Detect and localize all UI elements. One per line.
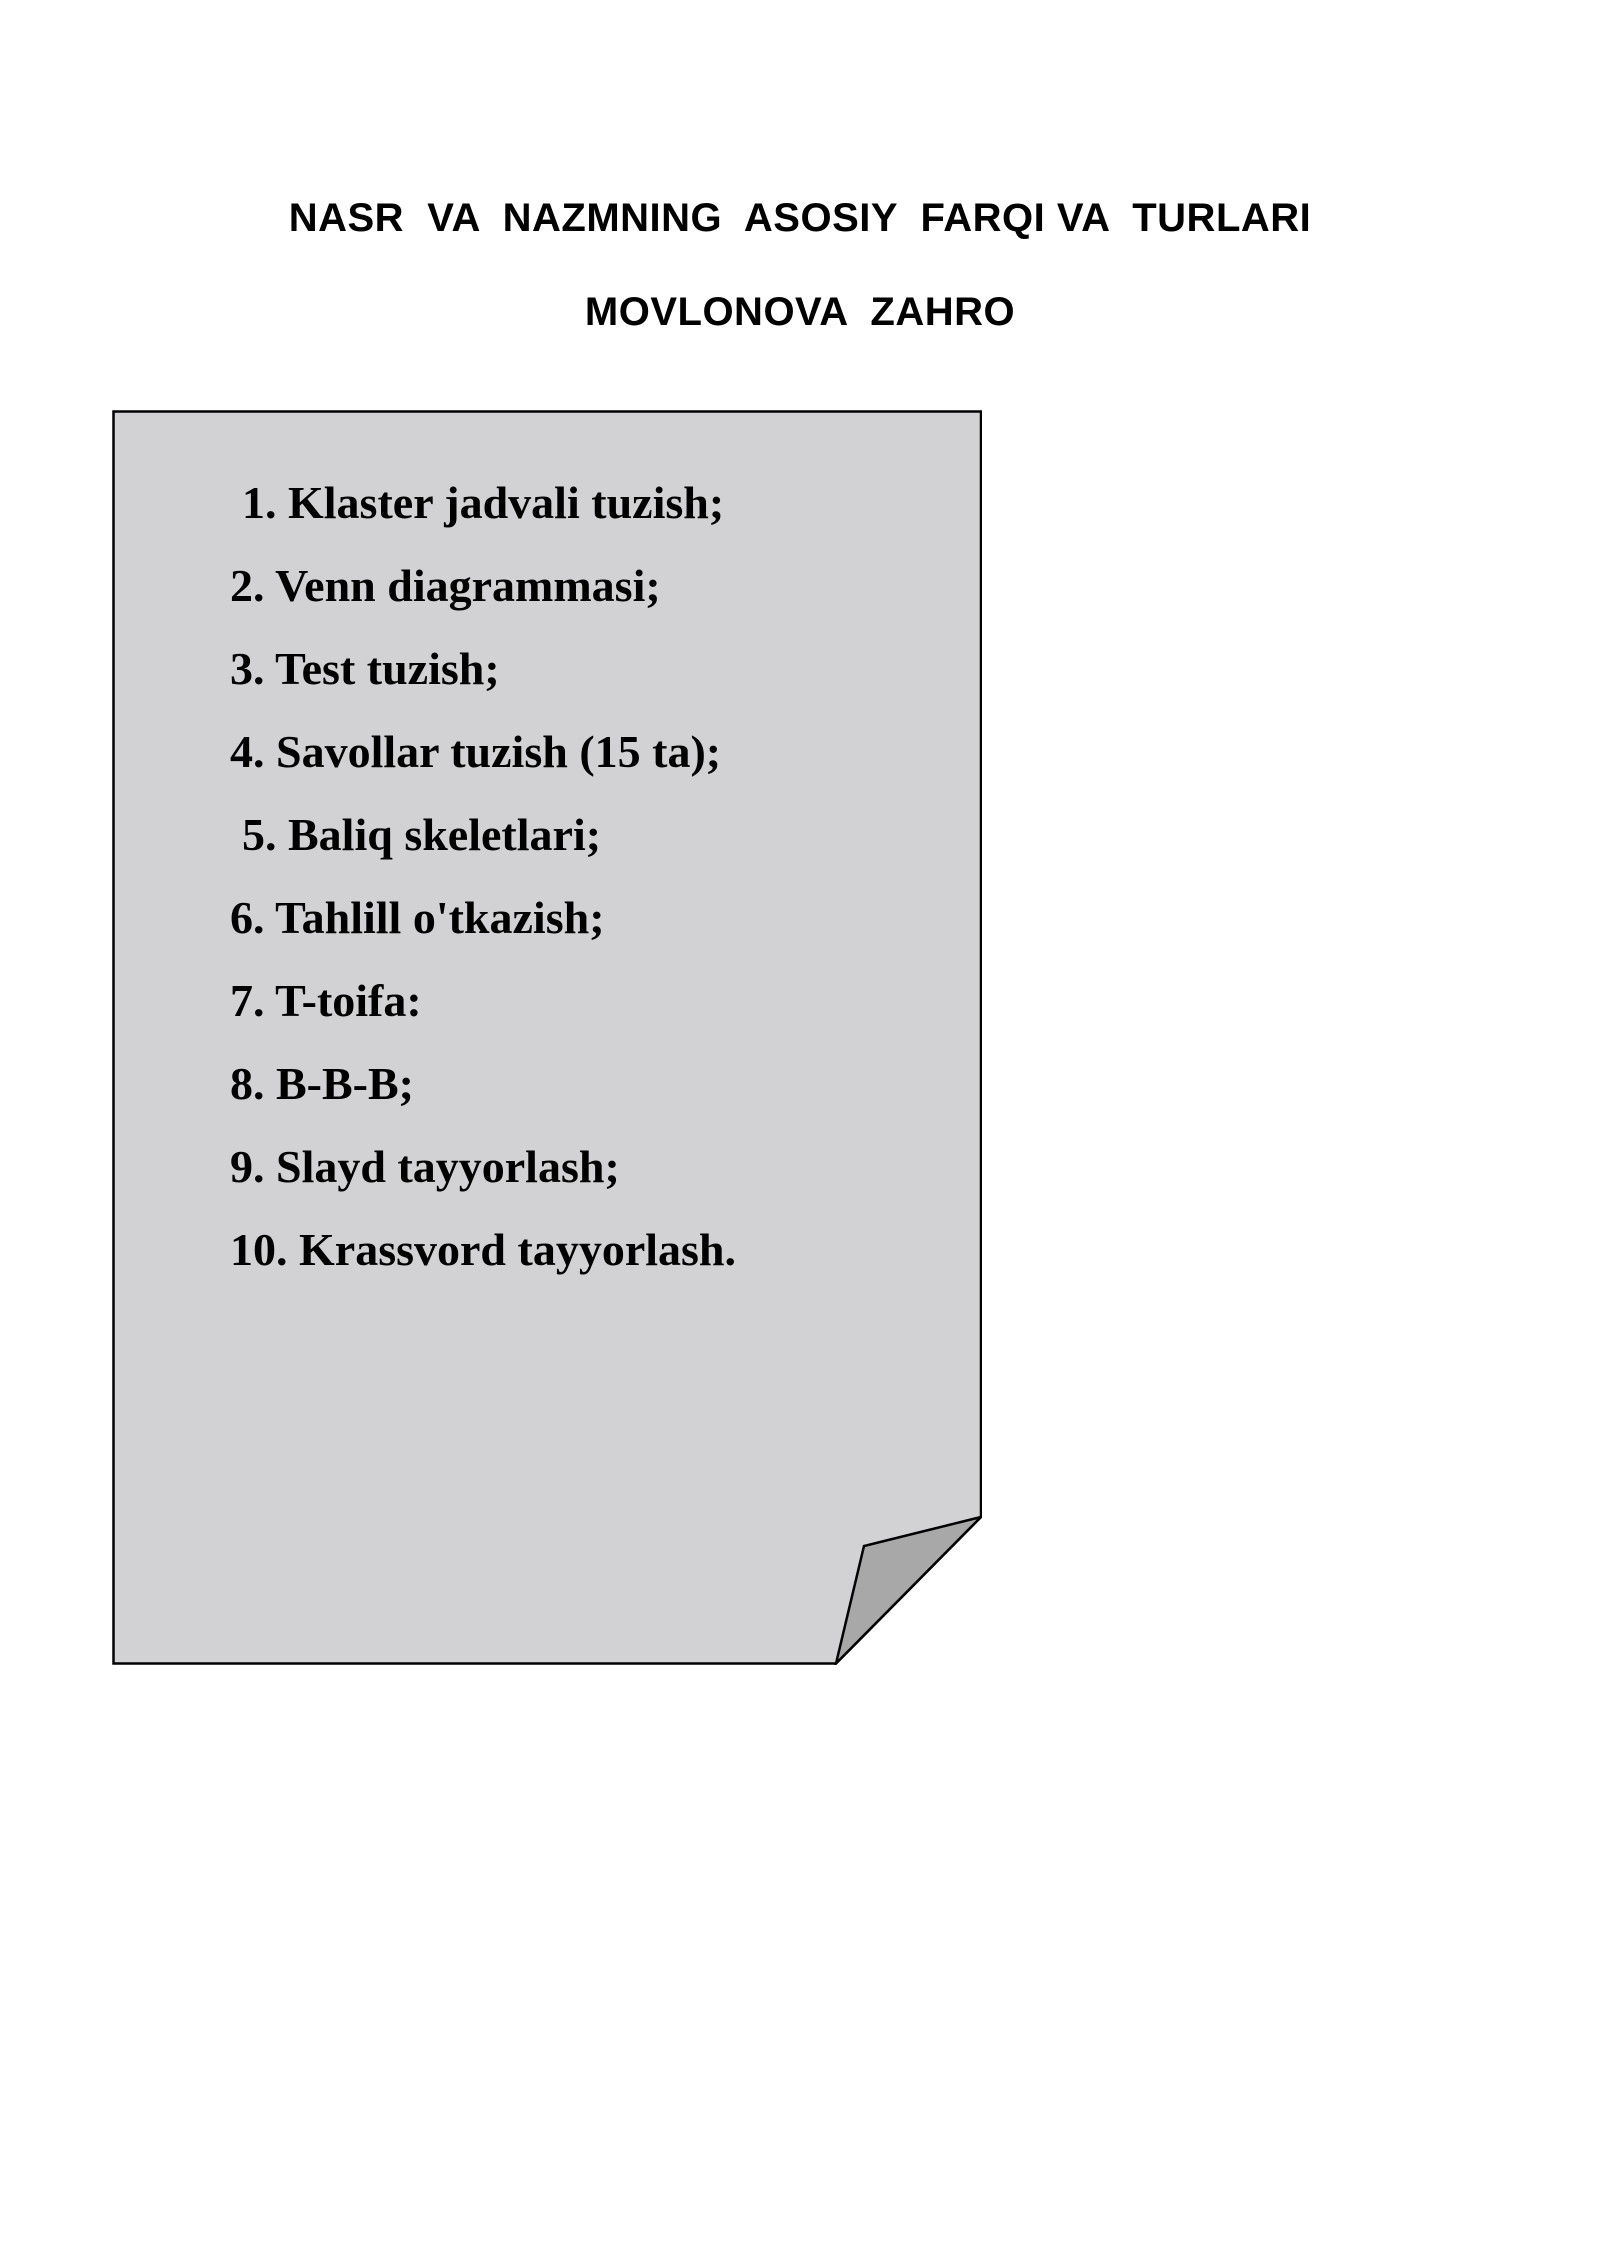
list-item: 9. Slayd tayyorlash;: [230, 1141, 620, 1192]
list-item: 3. Test tuzish;: [230, 643, 500, 694]
list-item: 1. Klaster jadvali tuzish;: [242, 477, 725, 528]
list-item: 10. Krassvord tayyorlash.: [230, 1224, 736, 1275]
list-item: 8. B-B-B;: [230, 1058, 414, 1109]
paper-sheet-graphic: [112, 410, 982, 1665]
list-item: 6. Tahlill o'tkazish;: [230, 892, 605, 943]
document-title: NASR VA NAZMNING ASOSIY FARQI VA TURLARI: [288, 196, 1312, 240]
list-item: 4. Savollar tuzish (15 ta);: [230, 726, 722, 777]
author-name: MOVLONOVA ZAHRO: [584, 290, 1016, 334]
list-item: 2. Venn diagrammasi;: [230, 560, 661, 611]
list-item: 5. Baliq skeletlari;: [242, 809, 602, 860]
list-item: 7. T-toifa:: [230, 975, 422, 1026]
